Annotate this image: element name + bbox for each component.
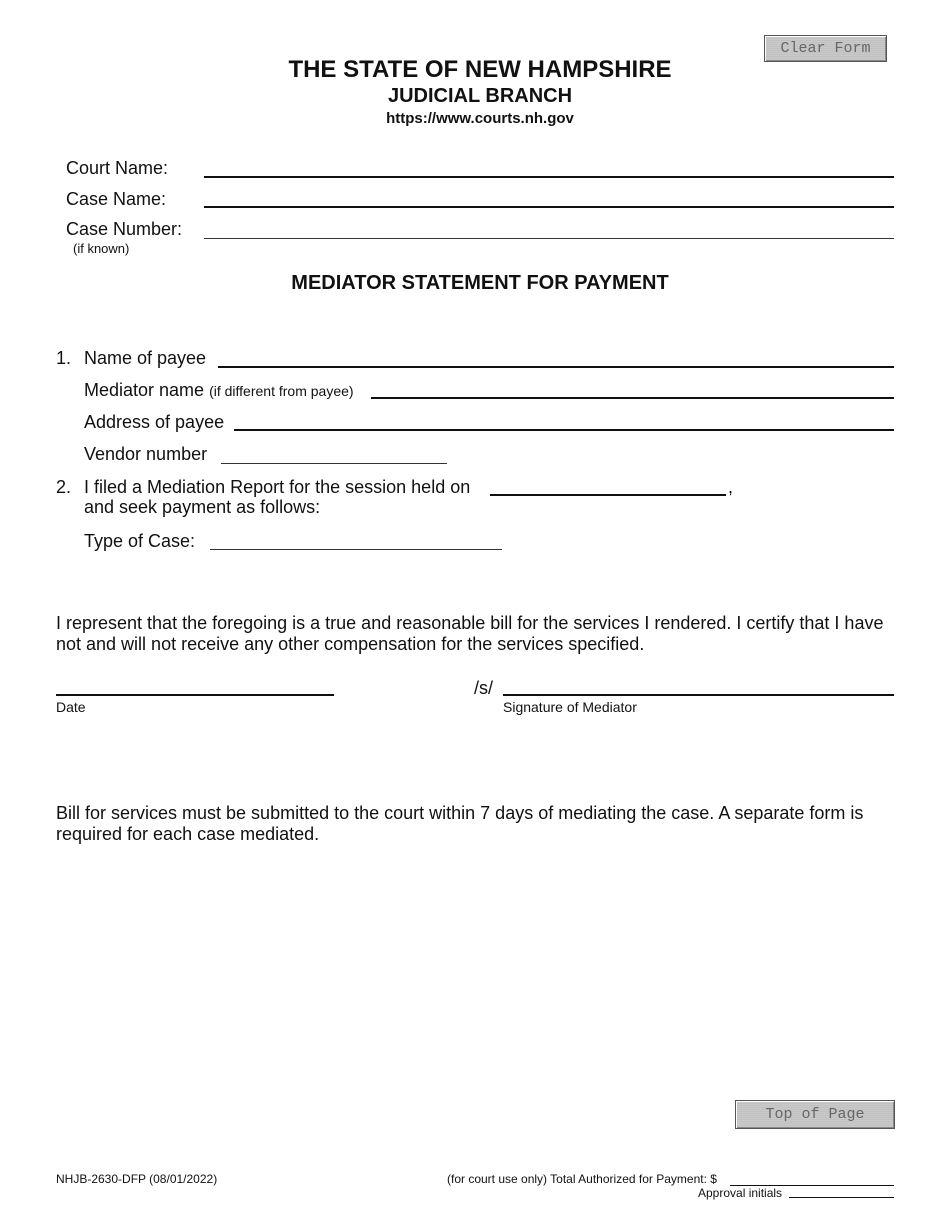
court-url: https://www.courts.nh.gov [386,110,574,127]
approval-input[interactable] [789,1197,894,1198]
signature-mark: /s/ [474,678,494,698]
court-name-label: Court Name: [66,158,169,178]
court-name-input[interactable] [204,176,894,178]
court-use-label: (for court use only) Total Authorized for Payment: $ [447,1172,717,1186]
signature-label: Signature of Mediator [503,699,637,715]
address-label: Address of payee [84,412,225,432]
top-of-page-button[interactable]: Top of Page [735,1100,895,1129]
item-2-number: 2. [56,477,72,497]
submission-note: Bill for services must be submitted to the court within 7 days of mediating the case. A separate form is required for each case mediated. [56,803,864,844]
if-known-note: (if known) [73,241,130,256]
approval-label: Approval initials [698,1186,783,1200]
state-title: THE STATE OF NEW HAMPSHIRE [288,56,672,83]
filed-label: I filed a Mediation Report for the session held on [84,477,471,497]
mediator-input[interactable] [371,397,894,399]
form-title: MEDIATOR STATEMENT FOR PAYMENT [291,272,669,294]
case-number-input[interactable] [204,238,894,239]
form-id: NHJB-2630-DFP (08/01/2022) [56,1172,218,1186]
item-1-number: 1. [56,348,72,368]
case-number-label: Case Number: [66,219,183,239]
vendor-input[interactable] [221,463,447,464]
mediator-label [84,380,354,401]
branch-title: JUDICIAL BRANCH [387,85,573,107]
address-input[interactable] [234,429,894,431]
clear-form-button[interactable]: Clear Form [764,35,887,62]
payee-input[interactable] [218,366,894,368]
seek-label: and seek payment as follows: [84,497,321,517]
case-name-input[interactable] [204,206,894,208]
mediator-label-text: Mediator name [84,380,205,400]
type-case-input[interactable] [210,549,502,550]
date-label: Date [56,699,86,715]
mediator-note: (if different from payee) [209,383,354,399]
case-name-label: Case Name: [66,189,167,209]
payee-label: Name of payee [84,348,207,368]
filed-comma: , [728,477,734,497]
vendor-label: Vendor number [84,444,208,464]
signature-input[interactable] [503,694,894,696]
type-case-label: Type of Case: [84,531,196,551]
session-date-input[interactable] [490,494,726,496]
certification-text: I represent that the foregoing is a true and reasonable bill for the services I rendered. I certify that I have not and will not receive any other compensation for the services specified. [56,613,884,654]
date-input[interactable] [56,694,334,696]
